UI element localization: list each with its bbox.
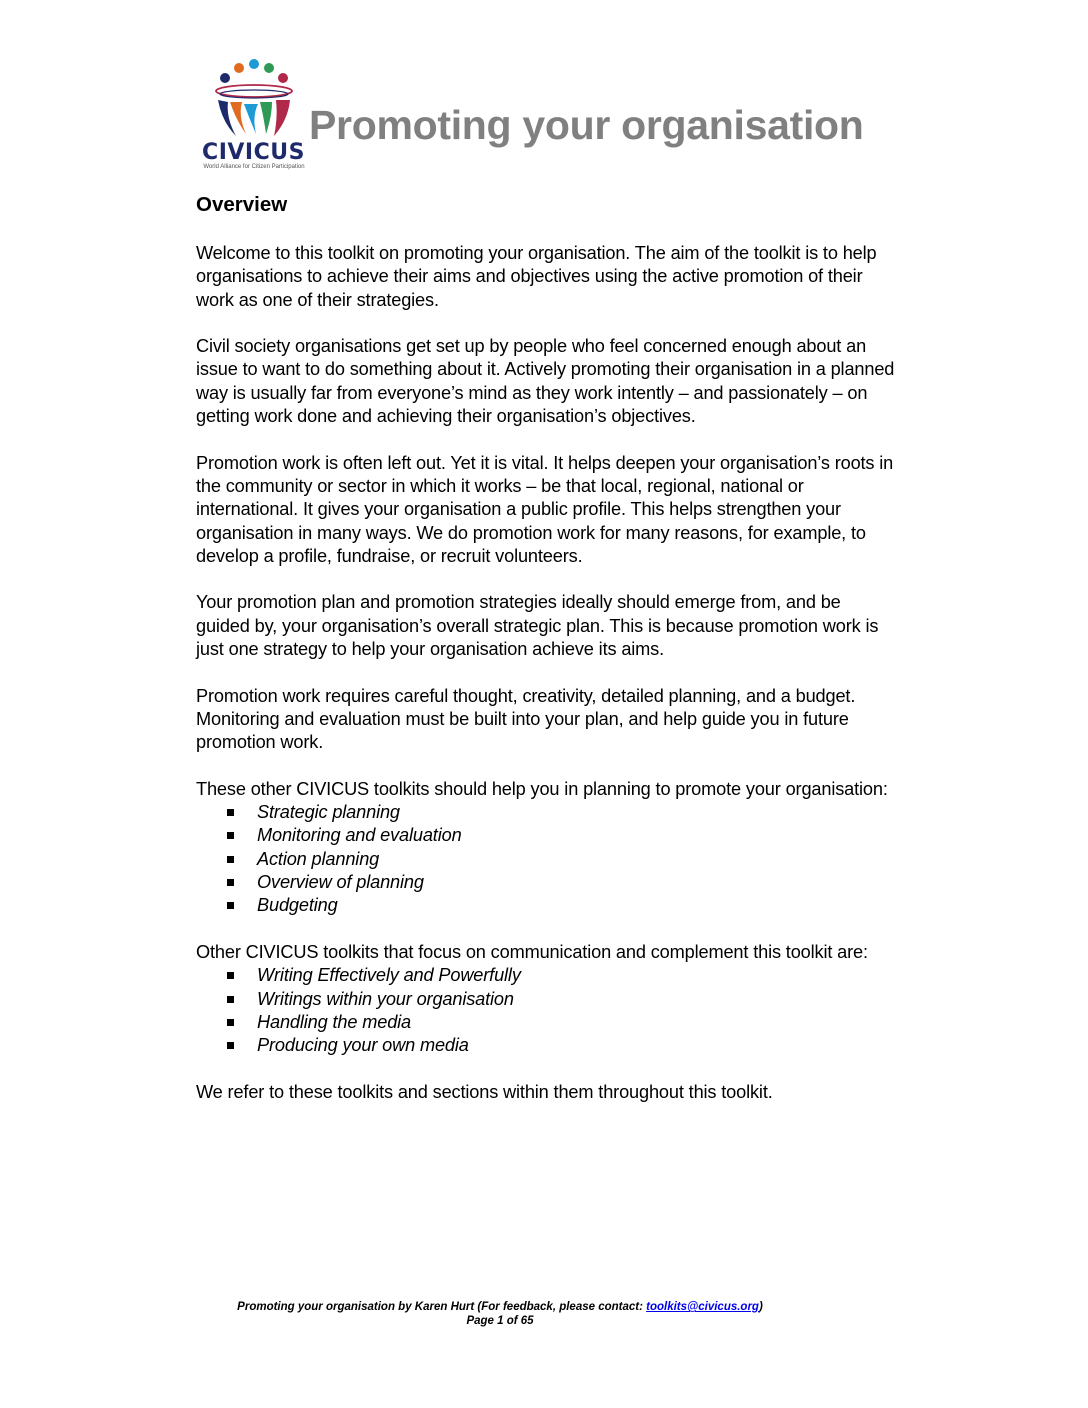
paragraph-careful-thought: Promotion work requires careful thought, creativity, detailed planning, and a budget. Monitoring and evaluation must be built into your plan, and help guide you in future promotion work.: [196, 685, 856, 753]
square-bullet-icon: [227, 1019, 234, 1026]
paragraph-communication-toolkits-intro: Other CIVICUS toolkits that focus on communication and complement this toolkit are:: [196, 941, 868, 962]
paragraph-promotion-vital: Promotion work is often left out. Yet it is vital. It helps deepen your organisation’s roots in the community or sector in which it works – be that local, regional, national or international. It gives your organisation a public profile. This helps strengthen your organisation in many ways. We do promotion work for many reasons, for example, to develop a profile, fundraise, or recruit volunteers.: [196, 452, 894, 566]
civicus-logo: [196, 58, 311, 174]
civicus-people-circle-icon: [196, 58, 311, 140]
square-bullet-icon: [227, 809, 234, 816]
list-item: Overview of planning: [196, 871, 896, 894]
list-item: Producing your own media: [196, 1034, 896, 1057]
paragraph-closing: We refer to these toolkits and sections within them throughout this toolkit.: [196, 1081, 773, 1102]
page-footer: [0, 1300, 1000, 1328]
list-item: Writings within your organisation: [196, 988, 896, 1011]
logo-tagline: World Alliance for Citizen Participation: [203, 164, 305, 170]
paragraph-civil-society: Civil society organisations get set up by people who feel concerned enough about an issue to want to do something about it. Actively promoting their organisation in a planned way is usually far from everyone’s mind as they work intently – and passionately – on getting work done and achieving their organisation’s objectives.: [196, 336, 895, 427]
list-item: Budgeting: [196, 894, 896, 917]
document-title: Promoting your organisation: [309, 102, 864, 148]
square-bullet-icon: [227, 832, 234, 839]
square-bullet-icon: [227, 879, 234, 886]
document-body: [196, 190, 896, 1127]
planning-toolkits-list: [196, 801, 896, 917]
square-bullet-icon: [227, 856, 234, 863]
feedback-email-link[interactable]: toolkits@civicus.org: [646, 1301, 759, 1313]
list-item: Monitoring and evaluation: [196, 824, 896, 847]
paragraph-strategic-plan: Your promotion plan and promotion strategies ideally should emerge from, and be guided by, your organisation’s overall strategic plan. This is because promotion work is just one strategy to help your organisation achieve its aims.: [196, 592, 879, 660]
list-item: Writing Effectively and Powerfully: [196, 964, 896, 987]
list-item: Handling the media: [196, 1011, 896, 1034]
footer-credit: Promoting your organisation by Karen Hurt (For feedback, please contact: toolkits@civicus.org): [237, 1301, 763, 1313]
square-bullet-icon: [227, 972, 234, 979]
communication-toolkits-list: [196, 964, 896, 1057]
list-item: Action planning: [196, 848, 896, 871]
square-bullet-icon: [227, 996, 234, 1003]
logo-wordmark: CIVICUS: [202, 140, 305, 165]
paragraph-intro: Welcome to this toolkit on promoting your organisation. The aim of the toolkit is to help organisations to achieve their aims and objectives using the active promotion of their work as one of their strategies.: [196, 243, 877, 310]
paragraph-planning-toolkits-intro: These other CIVICUS toolkits should help you in planning to promote your organisation:: [196, 778, 888, 799]
section-heading-overview: Overview: [196, 193, 288, 216]
square-bullet-icon: [227, 902, 234, 909]
page-number: Page 1 of 65: [466, 1315, 534, 1327]
list-item: Strategic planning: [196, 801, 896, 824]
square-bullet-icon: [227, 1042, 234, 1049]
